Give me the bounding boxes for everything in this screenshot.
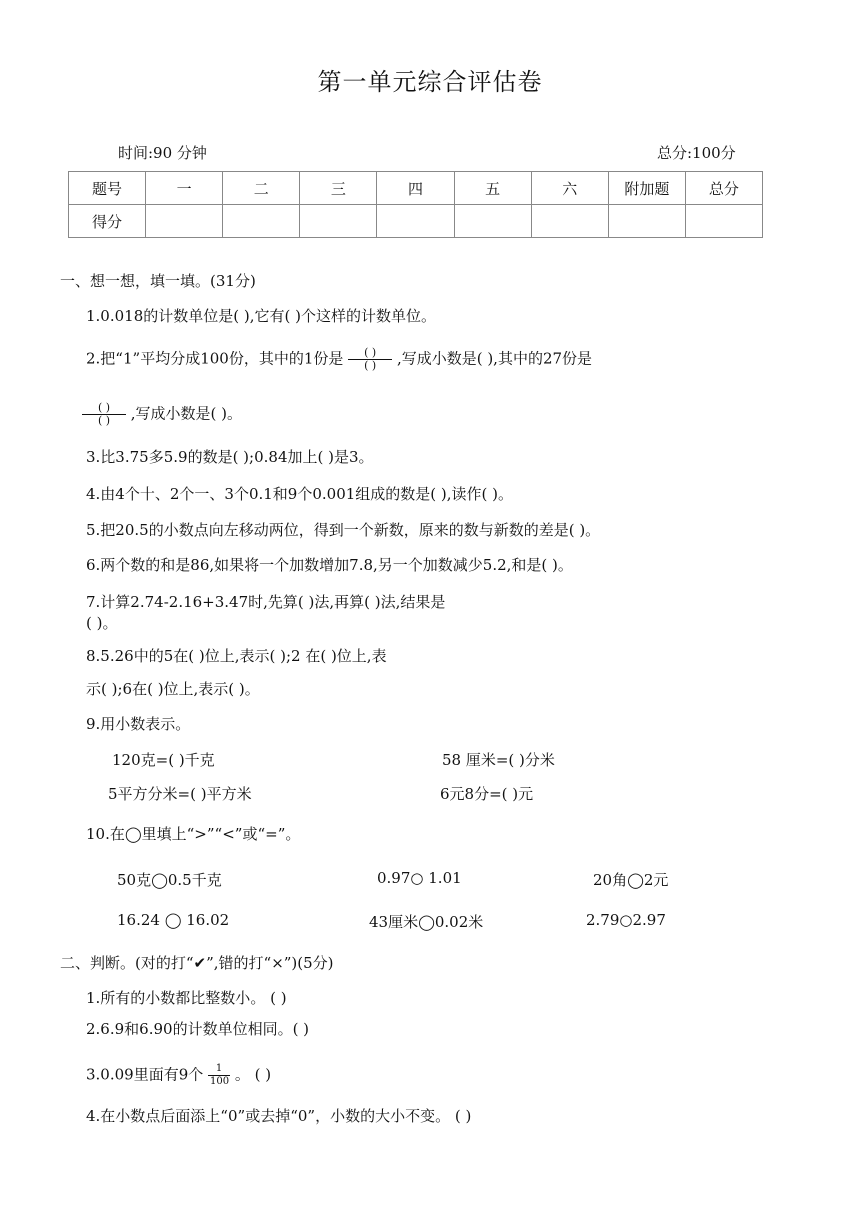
question-1-10: 10.在◯里填上“>”“<”或“=”。 [86, 825, 301, 843]
question-1-10-d: 16.24 ◯ 16.02 [117, 911, 230, 929]
question-1-5: 5.把20.5的小数点向左移动两位，得到一个新数，原来的数与新数的差是( )。 [86, 521, 601, 539]
score-cell[interactable] [454, 205, 531, 238]
question-1-2 [86, 347, 592, 372]
section-1-heading: 一、想一想，填一填。(31分) [60, 272, 256, 290]
table-cell: 附加题 [608, 172, 685, 205]
table-cell: 一 [146, 172, 223, 205]
score-cell[interactable] [377, 205, 454, 238]
table-cell: 得分 [69, 205, 146, 238]
fraction-one-hundredth: $\frac{1}{100}$ [210, 1063, 230, 1087]
question-1-6: 6.两个数的和是86,如果将一个加数增加7.8,另一个加数减少5.2,和是( )。 [86, 556, 573, 574]
page-title: 第一单元综合评估卷 [317, 68, 543, 96]
question-text: 。 ( ) [234, 1065, 272, 1084]
table-cell: 三 [300, 172, 377, 205]
question-2-2: 2.6.9和6.90的计数单位相同。( ) [86, 1020, 310, 1038]
blank-fraction[interactable]: $\frac{( )}{( )}$ [348, 347, 392, 372]
table-cell: 题号 [69, 172, 146, 205]
score-cell[interactable] [608, 205, 685, 238]
question-text: 3.0.09里面有9个 [86, 1065, 204, 1084]
score-cell[interactable] [146, 205, 223, 238]
question-1-4: 4.由4个十、2个一、3个0.1和9个0.001组成的数是( ),读作( )。 [86, 485, 513, 503]
question-1-9-b: 58 厘米=( )分米 [442, 751, 555, 769]
score-cell[interactable] [223, 205, 300, 238]
question-1-10-f: 2.79○2.97 [586, 911, 666, 929]
question-1-3: 3.比3.75多5.9的数是( );0.84加上( )是3。 [86, 448, 374, 466]
question-1-9-c: 5平方分米=( )平方米 [108, 785, 252, 803]
question-1-7: 7.计算2.74-2.16+3.47时,先算( )法,再算( )法,结果是 [86, 593, 446, 611]
question-1-10-e: 43厘米◯0.02米 [369, 913, 484, 931]
table-cell: 五 [454, 172, 531, 205]
question-1-10-b: 0.97○ 1.01 [377, 869, 462, 887]
time-limit: 时间:90 分钟 [118, 144, 207, 162]
question-1-8-cont: 示( );6在( )位上,表示( )。 [86, 680, 260, 698]
question-text: 2.把“1”平均分成100份，其中的1份是 [86, 349, 344, 368]
score-cell[interactable] [531, 205, 608, 238]
question-1-9: 9.用小数表示。 [86, 715, 191, 733]
question-1-1: 1.0.018的计数单位是( ),它有( )个这样的计数单位。 [86, 307, 436, 325]
score-table [68, 171, 763, 238]
question-text: ,写成小数是( )。 [130, 404, 243, 423]
table-header-row [69, 172, 763, 205]
question-1-9-a: 120克=( )千克 [112, 751, 215, 769]
table-cell: 六 [531, 172, 608, 205]
total-score: 总分:100分 [657, 144, 736, 162]
table-score-row [69, 205, 763, 238]
question-1-7-cont: ( )。 [86, 614, 118, 632]
question-2-4: 4.在小数点后面添上“0”或去掉“0”，小数的大小不变。 ( ) [86, 1107, 472, 1125]
table-cell: 四 [377, 172, 454, 205]
score-cell[interactable] [685, 205, 762, 238]
section-2-heading: 二、判断。(对的打“✔”,错的打“×”)(5分) [60, 954, 334, 972]
question-text: ,写成小数是( ),其中的27份是 [396, 349, 593, 368]
question-1-9-d: 6元8分=( )元 [440, 785, 534, 803]
question-1-2-cont [82, 402, 242, 427]
table-cell: 总分 [685, 172, 762, 205]
blank-fraction[interactable]: $\frac{( )}{( )}$ [82, 402, 126, 427]
score-cell[interactable] [300, 205, 377, 238]
question-2-1: 1.所有的小数都比整数小。 ( ) [86, 989, 287, 1007]
question-1-10-a: 50克◯0.5千克 [117, 871, 222, 889]
question-1-8: 8.5.26中的5在( )位上,表示( );2 在( )位上,表 [86, 647, 387, 665]
table-cell: 二 [223, 172, 300, 205]
question-1-10-c: 20角◯2元 [593, 871, 669, 889]
question-2-3 [86, 1063, 271, 1088]
